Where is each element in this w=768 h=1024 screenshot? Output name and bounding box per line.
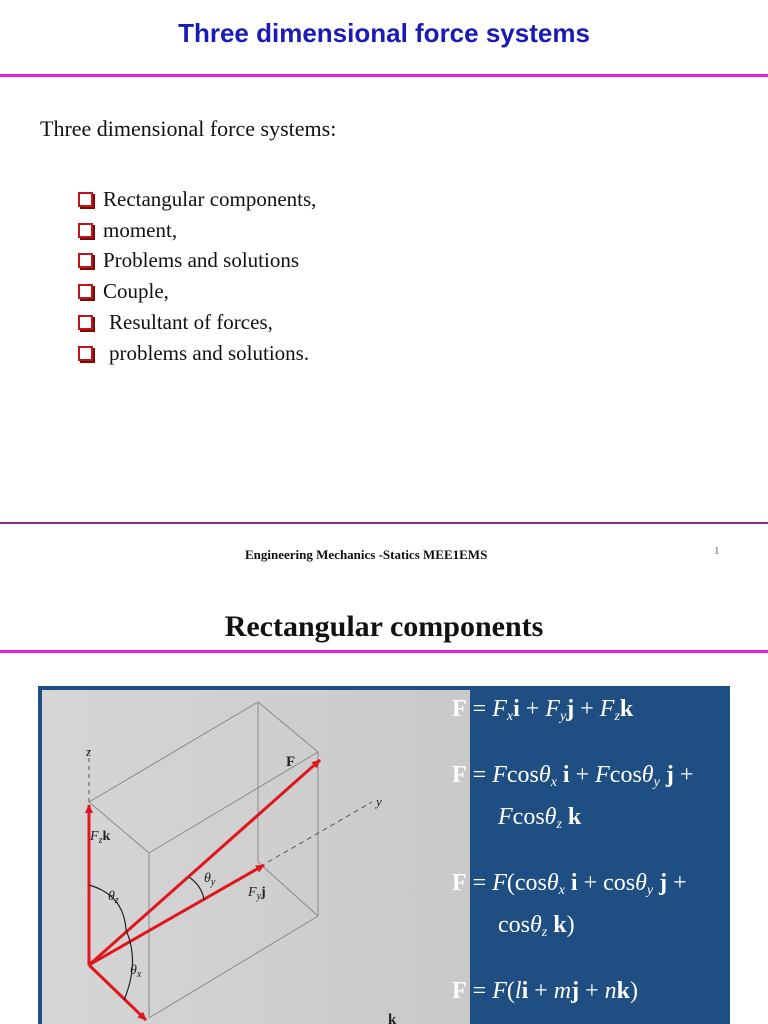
checkbox-bullet-icon: [78, 346, 93, 361]
equations: [452, 686, 730, 1024]
k-label: k: [388, 1012, 397, 1024]
theta-z-label: $\theta_z$: [108, 889, 119, 906]
z-axis-label: z: [86, 744, 92, 759]
force-label: F: [286, 754, 296, 770]
intro-text: Three dimensional force systems:: [40, 116, 337, 141]
page-number: 1: [714, 545, 720, 557]
y-axis-label: y: [376, 794, 382, 809]
equation-3-line-2: cosθ$_z$ k): [498, 912, 575, 940]
equation-2-line-1: F = Fcosθ$_x$ i + Fcosθ$_y$ j +: [452, 762, 694, 790]
equation-4: F = F(li + mj + nk): [452, 978, 639, 1004]
theta-y-label: $\theta_y$: [204, 871, 216, 888]
slide-footer: Engineering Mechanics -Statics MEE1EMS: [245, 547, 488, 562]
footer-rule: [0, 522, 768, 524]
figure-background: [42, 690, 470, 1024]
list-item: Resultant of forces,: [78, 307, 316, 338]
title-rule: [0, 74, 768, 77]
list-item: moment,: [78, 215, 316, 246]
slide-title: Rectangular components: [224, 610, 544, 643]
list-item: problems and solutions.: [78, 338, 316, 369]
theta-x-label: $\theta_x$: [130, 963, 142, 980]
equation-2-line-2: Fcosθ$_z$ k: [498, 804, 582, 832]
checkbox-bullet-icon: [78, 192, 93, 207]
slide-2: [0, 580, 768, 1024]
bullet-list: [78, 184, 316, 369]
list-item: Couple,: [78, 276, 316, 307]
slide-title: Three dimensional force systems: [178, 18, 590, 48]
fyj-label: $F_yj$: [248, 885, 266, 902]
fzk-label: $F_zk$: [90, 829, 111, 846]
force-diagram: [42, 690, 470, 1024]
equation-1: $F = F_xi + F_yj + F_zk$: [452, 696, 634, 724]
checkbox-bullet-icon: [78, 284, 93, 299]
list-item: Rectangular components,: [78, 184, 316, 215]
checkbox-bullet-icon: [78, 315, 93, 330]
equation-3-line-1: F = F(cosθ$_x$ i + cosθ$_y$ j +: [452, 870, 687, 898]
checkbox-bullet-icon: [78, 253, 93, 268]
checkbox-bullet-icon: [78, 223, 93, 238]
list-item: Problems and solutions: [78, 246, 316, 277]
title-rule: [0, 650, 768, 653]
